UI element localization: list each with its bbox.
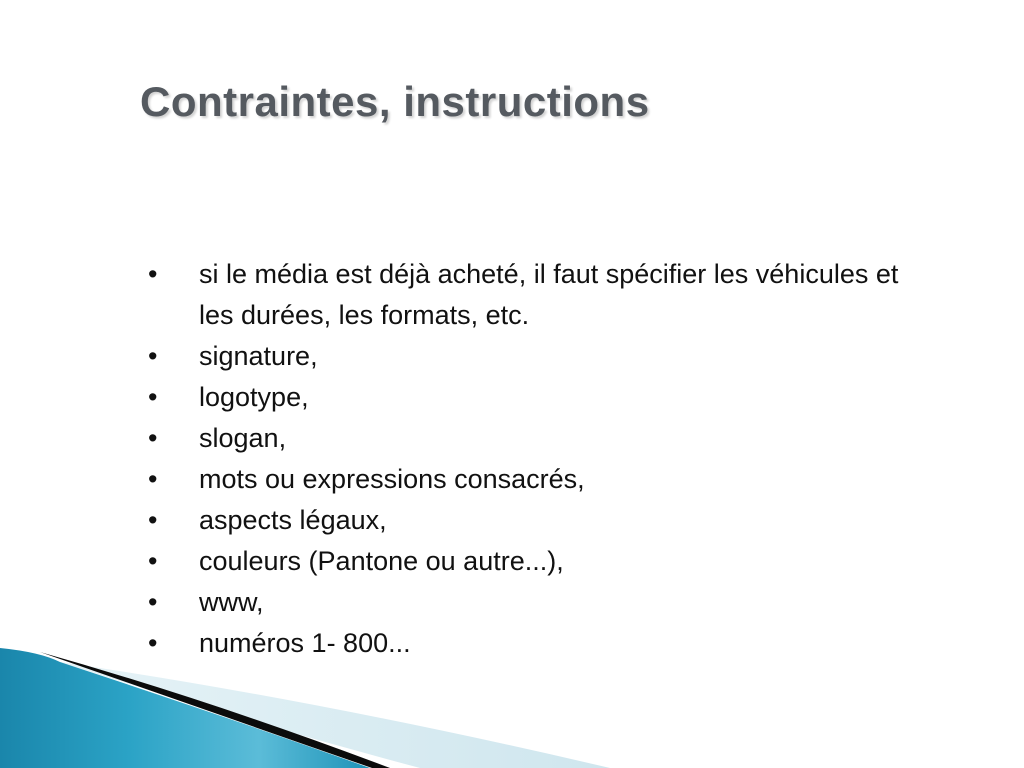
list-item (148, 377, 908, 418)
list-item (148, 459, 908, 500)
bullet-icon: • (148, 505, 158, 535)
bullet-icon: • (148, 423, 158, 453)
list-item (148, 500, 908, 541)
slide-title: Contraintes, instructions (140, 78, 650, 125)
bullet-text: si le média est déjà acheté, il faut spécifier les véhicules et les durées, les formats, etc. (199, 259, 899, 330)
bullet-list (148, 254, 908, 664)
bullet-icon: • (148, 259, 158, 289)
list-item (148, 623, 908, 664)
bullet-icon: • (148, 341, 158, 371)
bullet-text: numéros 1- 800... (199, 628, 411, 658)
bullet-text: aspects légaux, (199, 505, 387, 535)
bullet-text: slogan, (199, 423, 287, 453)
bullet-icon: • (148, 464, 158, 494)
bullet-icon: • (148, 587, 158, 617)
bullet-icon: • (148, 546, 158, 576)
bullet-text: signature, (199, 341, 318, 371)
bullet-text: couleurs (Pantone ou autre...), (199, 546, 564, 576)
bullet-text: www, (199, 587, 264, 617)
list-item (148, 254, 908, 336)
list-item (148, 418, 908, 459)
bullet-text: logotype, (199, 382, 309, 412)
list-item (148, 582, 908, 623)
list-item (148, 336, 908, 377)
bullet-icon: • (148, 382, 158, 412)
bullet-icon: • (148, 628, 158, 658)
list-item (148, 541, 908, 582)
bullet-text: mots ou expressions consacrés, (199, 464, 585, 494)
